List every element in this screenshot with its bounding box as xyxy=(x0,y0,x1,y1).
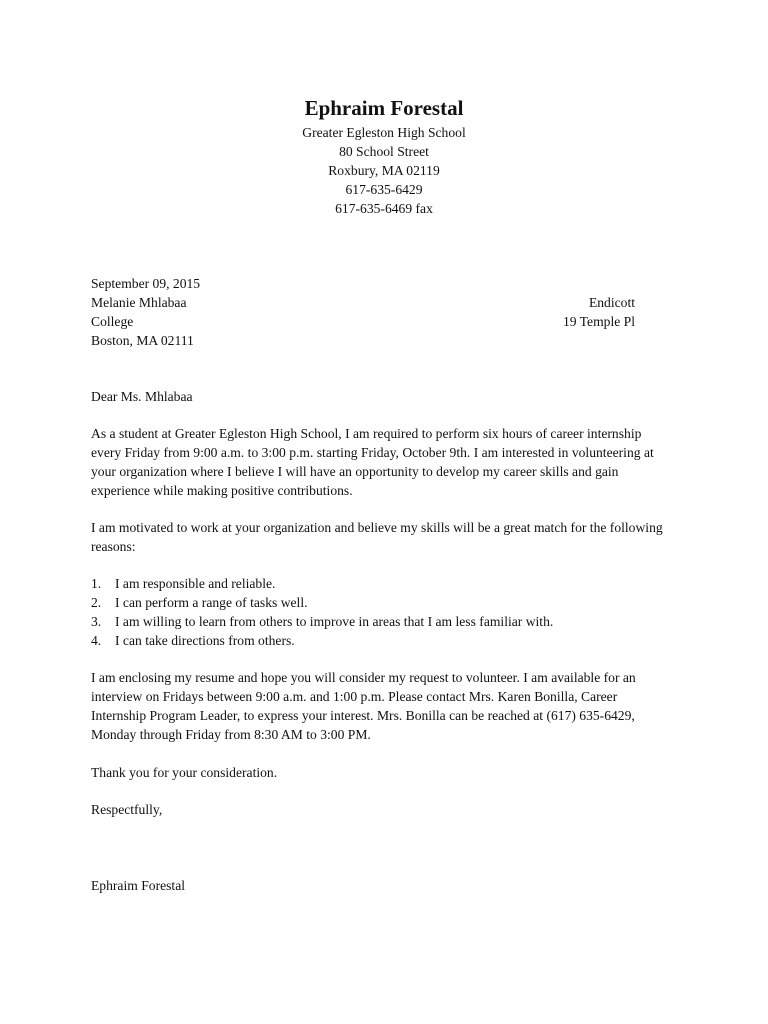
paragraph-2-line: reasons: xyxy=(91,539,136,554)
sender-fax: 617-635-6469 fax xyxy=(335,201,433,216)
paragraph-1-line: your organization where I believe I will have an opportunity to develop my career skills and gain xyxy=(91,464,619,479)
sender-name: Ephraim Forestal xyxy=(304,96,464,120)
sender-phone: 617-635-6429 xyxy=(345,182,423,197)
list-item-text: I am responsible and reliable. xyxy=(115,576,276,591)
thanks-line: Thank you for your consideration. xyxy=(91,765,278,780)
recipient-street: 19 Temple Pl xyxy=(562,314,635,329)
list-item-text: I am willing to learn from others to improve in areas that I am less familiar with. xyxy=(115,614,554,629)
sender-city: Roxbury, MA 02119 xyxy=(328,163,440,178)
recipient-org-line: College xyxy=(91,314,134,329)
list-item-number: 2. xyxy=(91,595,102,610)
list-item-text: I can take directions from others. xyxy=(115,633,295,648)
sender-street: 80 School Street xyxy=(339,144,429,159)
closing-line: Respectfully, xyxy=(91,802,163,817)
list-item-number: 3. xyxy=(91,614,102,629)
recipient-org-name: Endicott xyxy=(588,295,635,310)
signature-name: Ephraim Forestal xyxy=(91,878,186,893)
paragraph-3-line: I am enclosing my resume and hope you will consider my request to volunteer. I am available for an xyxy=(91,670,636,685)
letter-date: September 09, 2015 xyxy=(91,276,201,291)
salutation: Dear Ms. Mhlabaa xyxy=(91,389,193,404)
paragraph-3-line: Monday through Friday from 8:30 AM to 3:00 PM. xyxy=(91,727,371,742)
list-item-number: 1. xyxy=(91,576,102,591)
paragraph-1-line: every Friday from 9:00 a.m. to 3:00 p.m. starting Friday, October 9th. I am interested in volunteering at xyxy=(91,445,654,460)
paragraph-1-line: experience while making positive contributions. xyxy=(91,483,353,498)
paragraph-3-line: Internship Program Leader, to express your interest. Mrs. Bonilla can be reached at (617) 635-6429, xyxy=(91,708,635,723)
recipient-name: Melanie Mhlabaa xyxy=(91,295,187,310)
paragraph-1-line: As a student at Greater Egleston High School, I am required to perform six hours of career internship xyxy=(91,426,642,441)
recipient-city: Boston, MA 02111 xyxy=(91,333,194,348)
list-item-number: 4. xyxy=(91,633,102,648)
list-item-text: I can perform a range of tasks well. xyxy=(115,595,308,610)
paragraph-2-line: I am motivated to work at your organization and believe my skills will be a great match for the following xyxy=(91,520,663,535)
sender-school: Greater Egleston High School xyxy=(302,125,466,140)
paragraph-3-line: interview on Fridays between 9:00 a.m. and 1:00 p.m. Please contact Mrs. Karen Bonilla, Career xyxy=(91,689,618,704)
